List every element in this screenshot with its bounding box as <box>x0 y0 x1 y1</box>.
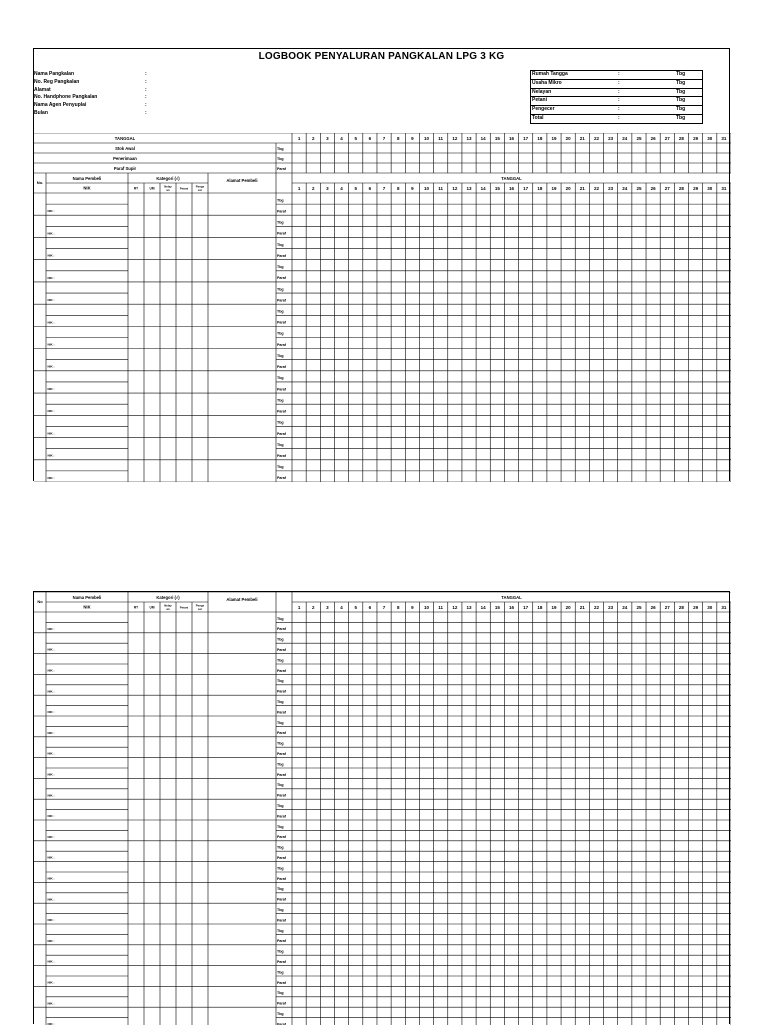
paraf-label: Paraf <box>277 342 286 347</box>
summary-colon: : <box>618 114 620 121</box>
paraf-label: Paraf <box>277 772 286 777</box>
tbg-label: Tbg <box>277 720 284 725</box>
day-number: 22 <box>593 605 599 610</box>
tbg-label: Tbg <box>277 908 284 912</box>
day-number: 2 <box>311 136 315 141</box>
tbg-label: Tbg <box>277 824 284 829</box>
nik-label: NIK : <box>47 710 55 715</box>
paraf-label: Paraf <box>277 814 286 819</box>
day-number: 17 <box>523 605 529 610</box>
info-colon: : <box>145 78 147 85</box>
info-colon: : <box>145 94 147 101</box>
day-number: 28 <box>678 136 684 141</box>
cat-nelayan: an <box>166 188 170 192</box>
day-number: 16 <box>508 186 515 191</box>
summary-row <box>531 80 702 89</box>
nik-header: NIK <box>83 185 91 191</box>
day-number: 6 <box>368 605 372 610</box>
tbg-label: Tbg <box>277 991 284 996</box>
day-number: 27 <box>664 186 670 191</box>
day-number: 10 <box>424 186 430 191</box>
paraf-label: Paraf <box>277 668 286 673</box>
nik-label: NIK : <box>47 834 55 839</box>
day-number: 20 <box>565 605 571 610</box>
cat-pengecer: cer <box>197 188 203 192</box>
tbg-label: Tbg <box>277 658 284 663</box>
tbg-label: Tbg <box>277 700 284 704</box>
paraf-label: Paraf <box>277 689 286 694</box>
summary-colon: : <box>618 88 620 95</box>
info-colon: : <box>145 86 147 93</box>
nik-label: NIK : <box>47 772 55 777</box>
info-colon: : <box>145 102 147 109</box>
day-number: 22 <box>593 186 599 191</box>
kategori-header: Kategori (√) <box>156 176 180 181</box>
nik-label: NIK : <box>47 793 55 798</box>
no-header: No. <box>36 180 44 185</box>
paraf-label: Paraf <box>277 627 286 632</box>
day-number: 12 <box>452 186 458 191</box>
day-number: 24 <box>622 186 628 191</box>
nik-label: NIK : <box>47 364 55 369</box>
nik-label: NIK : <box>47 298 55 303</box>
tbg-label: Tbg <box>277 928 284 933</box>
day-number: 21 <box>579 605 585 610</box>
day-number: 30 <box>707 186 713 191</box>
nik-label: NIK : <box>47 386 55 391</box>
cat-petani: Petani <box>179 605 189 610</box>
summary-label: Nelayan <box>532 88 552 95</box>
day-number: 23 <box>608 605 614 610</box>
day-number: 1 <box>297 605 301 610</box>
info-colon: : <box>145 71 147 77</box>
nik-label: NIK : <box>47 1022 55 1025</box>
summary-label: Total <box>532 114 544 121</box>
summary-unit: Tbg <box>676 79 686 86</box>
day-number: 5 <box>354 136 357 141</box>
day-number: 19 <box>551 605 557 610</box>
nik-label: NIK : <box>47 814 55 819</box>
day-number: 31 <box>721 136 727 141</box>
tbg-label: Tbg <box>277 616 284 621</box>
tbg-label: Tbg <box>277 887 284 892</box>
info-row <box>34 102 155 110</box>
info-row <box>34 94 155 102</box>
summary-unit: Tbg <box>676 88 686 95</box>
day-number: 26 <box>650 136 656 141</box>
summary-label: Petani <box>532 97 548 104</box>
nik-label: NIK : <box>47 959 55 964</box>
day-number: 4 <box>340 186 343 191</box>
tanggal-header: TANGGAL <box>501 595 522 600</box>
nik-label: NIK : <box>47 431 55 436</box>
paraf-label: Paraf <box>277 276 286 281</box>
logbook-title: LOGBOOK PENYALURAN PANGKALAN LPG 3 KG <box>258 51 505 62</box>
nik-label: NIK : <box>47 751 55 756</box>
info-row <box>34 87 155 95</box>
summary-label: Rumah Tangga <box>532 71 568 77</box>
day-number: 29 <box>693 136 699 141</box>
day-number: 14 <box>480 605 486 610</box>
day-number: 18 <box>537 136 543 141</box>
info-row <box>34 71 155 79</box>
tbg-label: Tbg <box>277 465 284 470</box>
day-number: 19 <box>551 186 557 191</box>
tbg-label: Tbg <box>277 331 284 336</box>
nik-label: NIK : <box>47 475 55 480</box>
nik-label: NIK : <box>47 689 55 694</box>
day-number: 24 <box>622 136 628 141</box>
paraf-label: Paraf <box>277 453 286 458</box>
summary-row <box>531 106 702 115</box>
day-number: 30 <box>707 136 713 141</box>
day-number: 20 <box>565 186 571 191</box>
day-number: 23 <box>608 186 614 191</box>
day-number: 3 <box>326 605 329 610</box>
day-number: 5 <box>354 605 357 610</box>
info-row <box>34 110 155 118</box>
tbg-label: Tbg <box>277 287 284 292</box>
nik-label: NIK : <box>47 231 55 236</box>
tbg-label: Tbg <box>277 949 284 954</box>
paraf-label: Paraf <box>277 209 286 214</box>
pangkalan-info <box>34 71 155 118</box>
nik-label: NIK : <box>47 320 55 325</box>
nik-label: NIK : <box>47 409 55 414</box>
day-number: 7 <box>382 605 386 610</box>
category-summary-box <box>530 70 703 124</box>
stock-row-label: Paraf Supir <box>113 166 137 171</box>
info-row <box>34 79 155 87</box>
cat-um: UM <box>149 605 155 610</box>
nik-label: NIK : <box>47 453 55 458</box>
tbg-label: Tbg <box>277 398 284 403</box>
stock-row-label: Stok Awal <box>115 146 135 151</box>
summary-row <box>531 71 702 80</box>
summary-unit: Tbg <box>676 114 686 121</box>
day-number: 30 <box>707 605 713 610</box>
tbg-label: Tbg <box>277 198 284 203</box>
day-number: 27 <box>664 605 670 610</box>
day-number: 9 <box>411 605 414 610</box>
cat-nelayan: Nelay <box>164 603 172 608</box>
info-label: No. Handphone Pangkalan <box>34 94 98 101</box>
info-label: No. Reg Pangkalan <box>34 78 80 85</box>
day-number: 21 <box>579 136 585 141</box>
cat-pengecer: cer <box>197 607 203 611</box>
tbg-label: Tbg <box>277 741 284 746</box>
cat-um: UM <box>149 186 155 191</box>
day-number: 2 <box>311 605 315 610</box>
info-label: Alamat <box>34 86 51 93</box>
tbg-label: Tbg <box>277 353 284 358</box>
day-number: 1 <box>297 136 301 141</box>
day-number: 16 <box>508 136 515 141</box>
day-number: 28 <box>678 186 684 191</box>
day-number: 12 <box>452 605 458 610</box>
day-number: 14 <box>480 186 486 191</box>
no-header: No <box>37 599 43 604</box>
nik-label: NIK : <box>47 209 55 214</box>
day-number: 15 <box>494 136 500 141</box>
cat-petani: Petani <box>179 186 189 191</box>
nama-pembeli-header: Nama Pembeli <box>72 595 102 600</box>
paraf-label: Paraf <box>277 897 286 902</box>
day-number: 15 <box>494 605 500 610</box>
day-number: 29 <box>693 605 699 610</box>
day-number: 10 <box>424 605 430 610</box>
day-number: 22 <box>593 136 599 141</box>
cat-pengecer: Penge <box>195 184 205 189</box>
paraf-label: Paraf <box>277 856 286 860</box>
day-number: 21 <box>579 186 585 191</box>
day-number: 28 <box>678 605 684 610</box>
stock-row-unit: Tbg <box>277 147 284 151</box>
stock-row-label: Penerimaan <box>113 156 137 161</box>
day-number: 14 <box>480 136 486 141</box>
day-number: 11 <box>438 136 444 141</box>
summary-row <box>531 97 702 106</box>
paraf-label: Paraf <box>277 980 286 985</box>
tbg-label: Tbg <box>277 442 284 447</box>
day-number: 25 <box>636 136 642 141</box>
day-number: 4 <box>340 136 343 141</box>
paraf-label: Paraf <box>277 960 286 964</box>
day-number: 20 <box>565 136 571 141</box>
nik-label: NIK : <box>47 938 55 943</box>
nik-label: NIK : <box>47 668 55 673</box>
summary-label: Pengecer <box>532 106 555 113</box>
cat-pengecer: Penge <box>195 603 205 608</box>
paraf-label: Paraf <box>277 409 286 414</box>
summary-colon: : <box>618 79 620 86</box>
tbg-label: Tbg <box>277 970 284 975</box>
day-number: 11 <box>438 605 444 610</box>
day-number: 8 <box>396 186 400 191</box>
tbg-label: Tbg <box>277 679 284 684</box>
day-number: 23 <box>608 136 614 141</box>
paraf-label: Paraf <box>277 648 286 652</box>
logbook-table-page-1 <box>34 133 731 482</box>
day-number: 13 <box>466 186 472 191</box>
day-number: 13 <box>466 605 472 610</box>
nik-label: NIK : <box>47 730 55 735</box>
nik-label: NIK : <box>47 855 55 860</box>
paraf-label: Paraf <box>277 835 286 840</box>
day-number: 1 <box>297 186 301 191</box>
day-number: 27 <box>664 136 670 141</box>
tbg-label: Tbg <box>277 309 284 314</box>
day-number: 25 <box>636 186 642 191</box>
day-number: 25 <box>636 605 642 610</box>
stock-row-unit: Paraf <box>277 167 286 171</box>
day-number: 10 <box>424 136 430 141</box>
nik-label: NIK : <box>47 876 55 881</box>
day-number: 29 <box>693 186 699 191</box>
paraf-label: Paraf <box>277 231 286 236</box>
tbg-label: Tbg <box>277 376 284 381</box>
nik-label: NIK : <box>47 647 55 652</box>
day-number: 13 <box>466 136 472 141</box>
paraf-label: Paraf <box>277 939 286 944</box>
paraf-label: Paraf <box>277 710 286 715</box>
info-label: Bulan <box>34 109 48 116</box>
day-number: 19 <box>551 136 557 141</box>
nik-label: NIK : <box>47 275 55 280</box>
alamat-header: Alamat Pembeli <box>226 597 258 602</box>
nik-label: NIK : <box>47 342 55 347</box>
info-colon: : <box>145 109 147 116</box>
day-number: 6 <box>368 186 372 191</box>
summary-unit: Tbg <box>676 71 686 77</box>
cat-nelayan: Nelay <box>164 184 172 189</box>
day-number: 3 <box>326 186 329 191</box>
day-number: 24 <box>622 605 628 610</box>
summary-colon: : <box>618 106 620 113</box>
summary-colon: : <box>618 97 620 104</box>
paraf-label: Paraf <box>277 387 286 392</box>
tbg-label: Tbg <box>277 762 284 767</box>
nik-label: NIK : <box>47 253 55 258</box>
summary-unit: Tbg <box>676 97 686 104</box>
cat-rt: RT <box>133 605 139 610</box>
paraf-label: Paraf <box>277 1001 286 1006</box>
paraf-label: Paraf <box>277 431 286 436</box>
nik-label: NIK : <box>47 897 55 902</box>
nik-label: NIK : <box>47 626 55 631</box>
paraf-label: Paraf <box>277 731 286 736</box>
day-number: 12 <box>452 136 458 141</box>
logbook-table-page-2 <box>34 592 731 1025</box>
day-number: 3 <box>326 136 329 141</box>
paraf-label: Paraf <box>277 253 286 258</box>
paraf-label: Paraf <box>277 752 286 756</box>
day-number: 26 <box>650 605 656 610</box>
paraf-label: Paraf <box>277 365 286 370</box>
logbook-page-1 <box>33 48 730 481</box>
day-number: 7 <box>382 136 386 141</box>
day-number: 15 <box>494 186 500 191</box>
tbg-label: Tbg <box>277 783 284 788</box>
paraf-label: Paraf <box>277 918 286 923</box>
info-label: Nama Pangkalan <box>34 71 75 77</box>
tbg-label: Tbg <box>277 866 284 871</box>
nik-label: NIK : <box>47 1001 55 1006</box>
day-number: 6 <box>368 136 372 141</box>
tanggal-header: TANGGAL <box>501 176 522 181</box>
day-number: 8 <box>396 605 400 610</box>
logbook-page-2 <box>33 591 730 1024</box>
day-number: 18 <box>537 186 543 191</box>
cat-nelayan: an <box>166 607 170 611</box>
day-number: 17 <box>523 136 529 141</box>
day-number: 17 <box>523 186 529 191</box>
paraf-label: Paraf <box>277 298 286 303</box>
day-number: 7 <box>382 186 386 191</box>
paraf-label: Paraf <box>277 876 286 881</box>
nik-header: NIK <box>83 604 91 610</box>
tbg-label: Tbg <box>277 845 284 850</box>
paraf-label: Paraf <box>277 476 286 481</box>
tbg-label: Tbg <box>277 804 284 808</box>
tbg-label: Tbg <box>277 420 284 425</box>
nik-label: NIK : <box>47 980 55 985</box>
nama-pembeli-header: Nama Pembeli <box>72 176 102 181</box>
stock-row-unit: Tbg <box>277 157 284 161</box>
alamat-header: Alamat Pembeli <box>226 178 258 183</box>
day-number: 26 <box>650 186 656 191</box>
tbg-label: Tbg <box>277 242 284 247</box>
day-number: 31 <box>721 186 727 191</box>
day-number: 2 <box>311 186 315 191</box>
summary-unit: Tbg <box>676 106 686 113</box>
tbg-label: Tbg <box>277 265 284 270</box>
summary-label: Usaha Mikro <box>532 79 562 86</box>
day-number: 4 <box>340 605 343 610</box>
info-label: Nama Agen Penyuplai <box>34 102 87 109</box>
day-number: 16 <box>508 605 515 610</box>
nik-label: NIK : <box>47 918 55 923</box>
day-number: 9 <box>411 136 414 141</box>
day-number: 18 <box>537 605 543 610</box>
day-number: 8 <box>396 136 400 141</box>
day-number: 31 <box>721 605 727 610</box>
cat-rt: RT <box>133 186 139 191</box>
day-number: 9 <box>411 186 414 191</box>
tbg-label: Tbg <box>277 220 284 225</box>
summary-row <box>531 115 702 123</box>
tbg-label: Tbg <box>277 1012 284 1016</box>
stock-tanggal-header: TANGGAL <box>114 136 136 141</box>
paraf-label: Paraf <box>277 320 286 325</box>
paraf-label: Paraf <box>277 793 286 798</box>
tbg-label: Tbg <box>277 637 284 642</box>
kategori-header: Kategori (√) <box>156 595 180 600</box>
summary-colon: : <box>618 71 620 77</box>
paraf-label: Paraf <box>277 1022 286 1025</box>
day-number: 11 <box>438 186 444 191</box>
day-number: 5 <box>354 186 357 191</box>
summary-row <box>531 89 702 98</box>
